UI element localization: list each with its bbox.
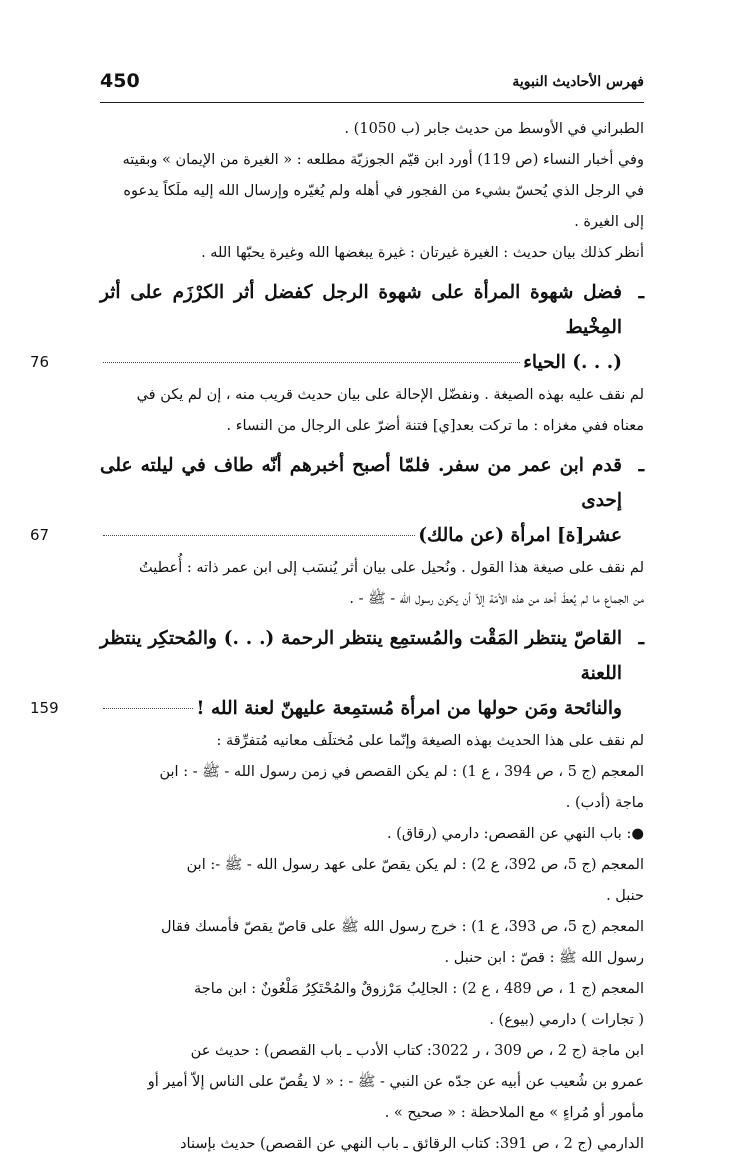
- entry-text-line: والنائحة ومَن حولها من امرأة مُستمِعة عليهنّ لعنة الله !: [196, 698, 622, 719]
- hadith-entry: [30, 275, 644, 380]
- text-line: في الرجل الذي يُحسّ بشيء من الفجور في أهله ولم يُغيّره وإرسال الله إليه ملَكاً يدعوه: [123, 183, 644, 199]
- note-line: المعجم (ج 5 ، ص 394 ، ع 1) : لم يكن القصص في زمن رسول الله - ﷺ - : ابن: [159, 764, 644, 780]
- note-line: معناه ففي مغزاه : ما تركت بعد[ي] فتنة أضرّ على الرجال من النساء .: [226, 418, 644, 434]
- entry-last-line: [30, 518, 622, 553]
- text-line: الطبراني في الأوسط من حديث جابر (ب 1050) .: [344, 121, 644, 137]
- dot-leader: [103, 362, 520, 363]
- reference-number: 76: [30, 353, 50, 371]
- note-line: لم نقف عليه بهذه الصيغة . ونفضّل الإحالة على بيان حديث قريب منه ، إن لم يكن في: [136, 387, 644, 403]
- text-line: إلى الغيرة .: [574, 214, 644, 230]
- entry-dash: ـ: [638, 455, 644, 476]
- note-line: المعجم (ج 5، ص 393، ع 1) : خرج رسول الله ﷺ على قاصّ يقصّ فأمسك فقال: [161, 919, 644, 935]
- note-line: ●: باب النهي عن القصص: دارمي (رقاق) .: [386, 826, 644, 842]
- page-number: 450: [100, 70, 140, 92]
- note-line: المعجم (ج 5، ص 392، ع 2) : لم يكن يقصّ على عهد رسول الله - ﷺ -: ابن: [186, 857, 644, 873]
- note-line: ( تجارات ) دارمي (بيوع) .: [489, 1012, 644, 1028]
- note-line: رسول الله ﷺ : قصّ : ابن حنبل .: [444, 950, 644, 966]
- note-line: حنبل .: [606, 888, 644, 904]
- entry-text-line: قدم ابن عمر من سفر. فلمّا أصبح أخبرهم أنّه طاف في ليلته على إحدى: [100, 455, 622, 511]
- note-line: لم نقف على صيغة هذا القول . ونُحيل على بيان أثر يُنسَب إلى ابن عمر ذاته : أُعطيتُ: [139, 560, 644, 576]
- note-line: عمرو بن شُعيب عن أبيه عن جدّه عن النبي - ﷺ - : « لا يقُصّ على الناس إلاّ أمير أو: [147, 1074, 644, 1090]
- note-line: لم نقف على هذا الحديث بهذه الصيغة وإنّما على مُختلَف معانيه مُتفرِّقة :: [216, 733, 644, 749]
- entry-text-line: (. . .) الحياء: [523, 352, 622, 373]
- page-body: [30, 114, 644, 1160]
- entry-text-line: القاصّ ينتظر المَقْت والمُستمِع ينتظر الرحمة (. . .) والمُحتكِر ينتظر اللعنة: [100, 628, 622, 684]
- entry-text-line: فضل شهوة المرأة على شهوة الرجل كفضل أثر الكرْزَم على أثر المِخْيط: [100, 282, 622, 338]
- dot-leader: [103, 535, 415, 536]
- note-line: ابن ماجة (ج 2 ، ص 309 ، ر 3022: كتاب الأدب ـ باب القصص) : حديث عن: [190, 1043, 644, 1059]
- entry-last-line: [30, 345, 622, 380]
- note-line: من الجماع ما لم يُعطَ أحد من هذه الأمّة إلاّ أن يكون رسول الله - ﷺ - .: [349, 591, 644, 607]
- text-line: أنظر كذلك بيان حديث : الغيرة غيرتان : غيرة يبغضها الله وغيرة يحبّها الله .: [201, 245, 644, 261]
- running-title: فهرس الأحاديث النبوية: [512, 74, 644, 90]
- note-line: مأمور أو مُراءٍ » مع الملاحظة : « صحيح » .: [384, 1105, 644, 1121]
- entry-dash: ـ: [638, 628, 644, 649]
- note-line: الدارمي (ج 2 ، ص 391: كتاب الرقائق ـ باب النهي عن القصص) حديث بإسناد: [180, 1136, 644, 1152]
- hadith-entry: [30, 448, 644, 553]
- reference-number: 67: [30, 526, 50, 544]
- entry-text-line: عشر[ة] امرأة (عن مالك): [418, 525, 622, 546]
- dot-leader: [103, 708, 193, 709]
- hadith-entry: [30, 621, 644, 726]
- text-line: وفي أخبار النساء (ص 119) أورد ابن قيّم الجوزيّة مطلعه : « الغيرة من الإيمان » وبقيته: [122, 152, 644, 168]
- page-header: [100, 70, 644, 103]
- reference-number: 159: [30, 699, 59, 717]
- note-line: ماجة (أدب) .: [565, 795, 644, 811]
- note-line: المعجم (ج 1 ، ص 489 ، ع 2) : الجالِبُ مَرْزوقٌ والمُحْتَكِرُ مَلْعُونٌ : ابن ماجة: [194, 981, 644, 997]
- entry-last-line: [30, 691, 622, 726]
- entry-dash: ـ: [638, 282, 644, 303]
